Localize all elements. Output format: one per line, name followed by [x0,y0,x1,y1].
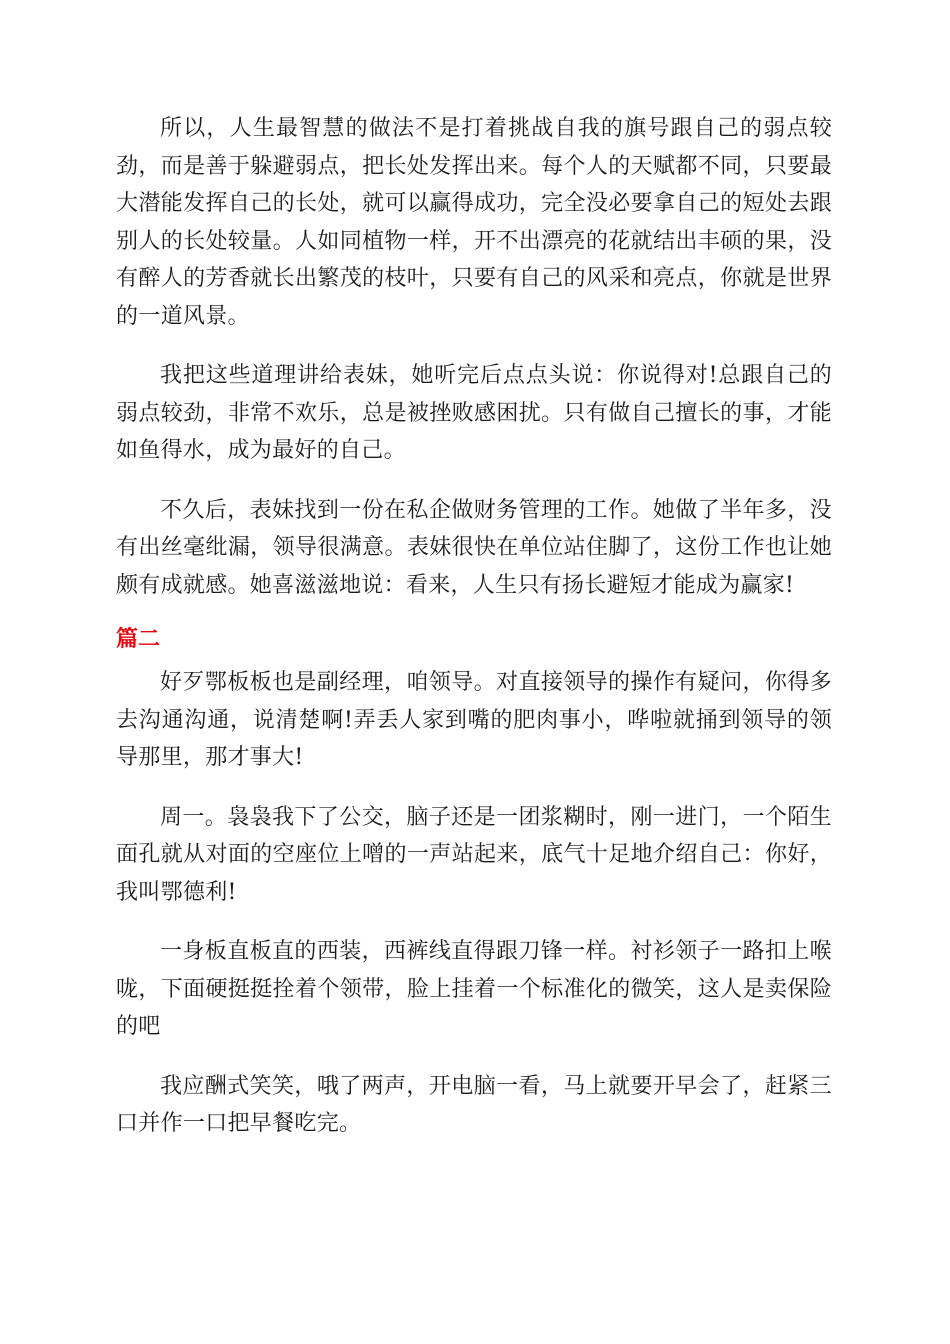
document-body [116,110,832,1165]
paragraph-cousin-reply: 我把这些道理讲给表妹，她听完后点点头说：你说得对!总跟自己的弱点较劲，非常不欢乐，总是被挫败感困扰。只有做自己擅长的事，才能如鱼得水，成为最好的自己。 [116,363,832,463]
paragraph-breakfast: 我应酬式笑笑，哦了两声，开电脑一看，马上就要开早会了，赶紧三口并作一口把早餐吃完。 [116,1073,832,1136]
paragraph-new-job: 不久后，表妹找到一份在私企做财务管理的工作。她做了半年多，没有出丝毫纰漏，领导很满意。表妹很快在单位站住脚了，这份工作也让她颇有成就感。她喜滋滋地说：看来，人生只有扬长避短才能成为赢家! [116,497,832,598]
section-heading: 篇二 [116,627,161,652]
paragraph-strengths: 所以，人生最智慧的做法不是打着挑战自我的旗号跟自己的弱点较劲，而是善于躲避弱点，把长处发挥出来。每个人的天赋都不同，只要最大潜能发挥自己的长处，就可以赢得成功，完全没必要拿自己的短处去跟别人的长处较量。人如同植物一样，开不出漂亮的花就结出丰硕的果，没有醉人的芳香就长出繁茂的枝叶，只要有自己的风采和亮点，你就是世界的一道风景。 [116,116,832,329]
paragraph-manager: 好歹鄂板板也是副经理，咱领导。对直接领导的操作有疑问，你得多去沟通沟通，说清楚啊!弄丢人家到嘴的肥肉事小，哗啦就捅到领导的领导那里，那才事大! [116,670,832,770]
paragraph-monday: 周一。袅袅我下了公交，脑子还是一团浆糊时，刚一进门，一个陌生面孔就从对面的空座位上噌的一声站起来，底气十足地介绍自己：你好，我叫鄂德利! [116,804,832,905]
paragraph-suit: 一身板直板直的西装，西裤线直得跟刀锋一样。衬衫领子一路扣上喉咙，下面硬挺挺拴着个领带，脸上挂着一个标准化的微笑，这人是卖保险的吧 [116,939,832,1039]
